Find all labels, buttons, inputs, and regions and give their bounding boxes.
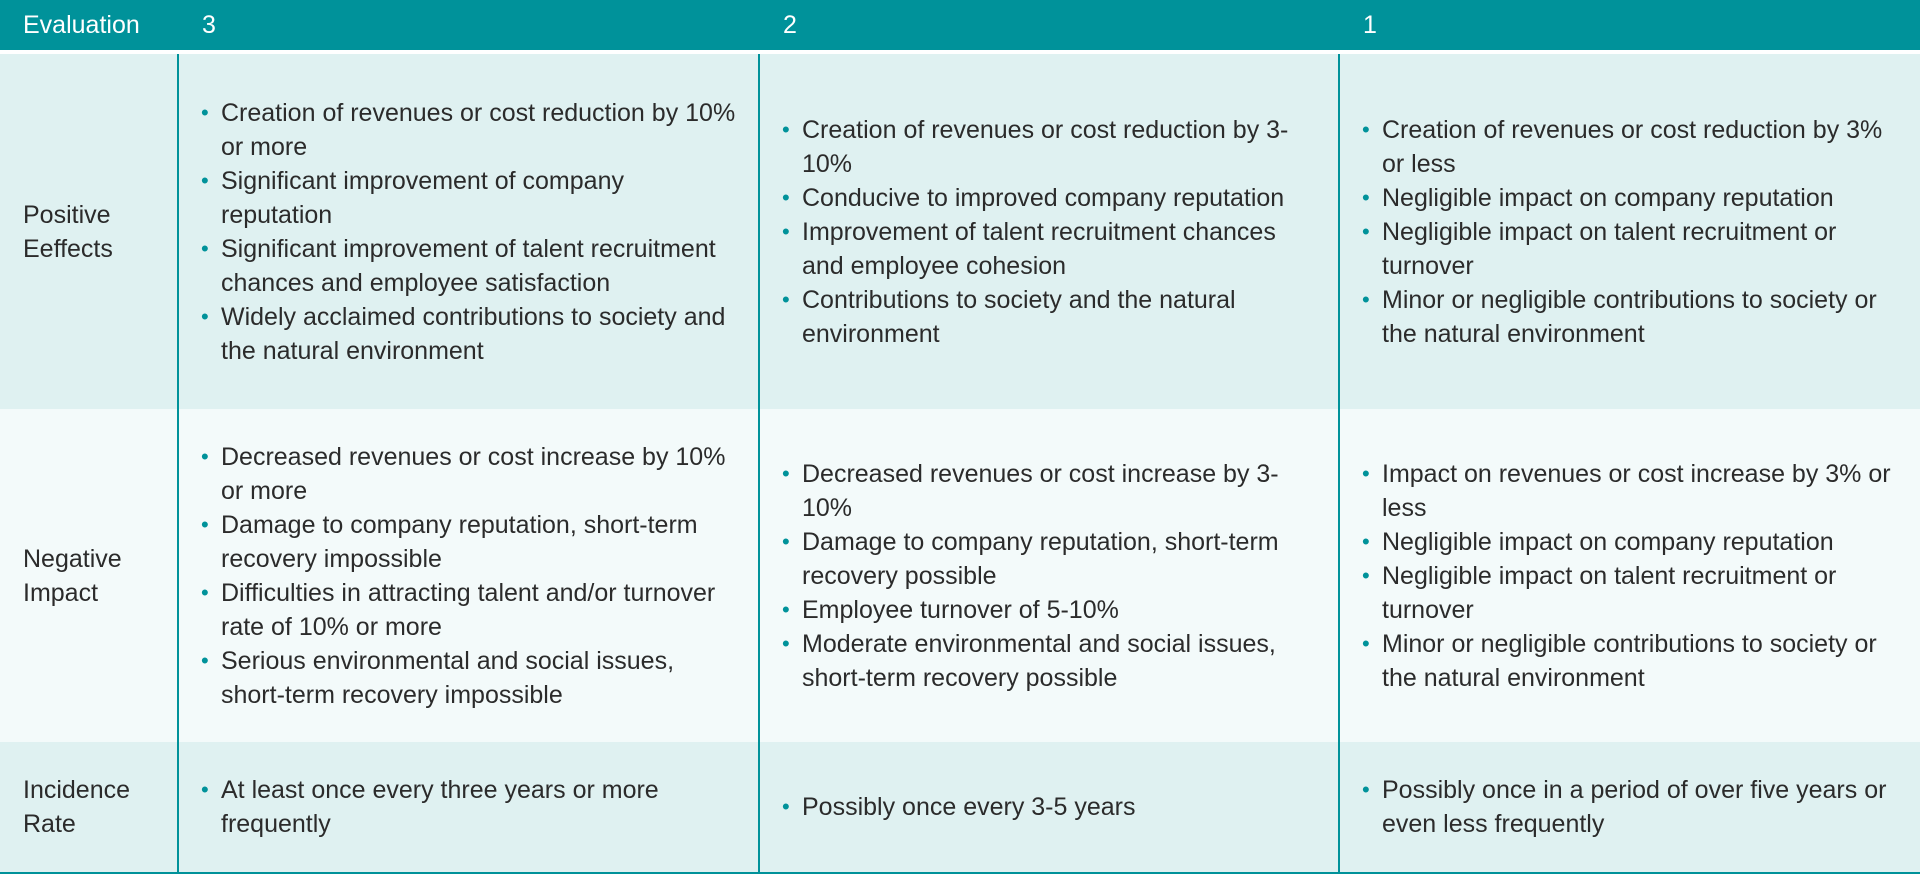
bullet-dot-icon: • — [201, 235, 209, 261]
table-header-row — [0, 0, 1920, 52]
list-item-text: Significant improvement of talent recruitment chances and employee satisfaction — [221, 234, 716, 297]
header-level-3: 3 — [178, 0, 759, 52]
list-item — [1360, 113, 1902, 181]
bullet-dot-icon: • — [1362, 777, 1370, 802]
list-item — [1360, 457, 1902, 525]
list-item — [1360, 215, 1902, 283]
list-item-text: Possibly once in a period of over five years or even less frequently — [1382, 776, 1887, 838]
list-item-text: Minor or negligible contributions to society or the natural environment — [1382, 285, 1877, 348]
list-item-text: Decreased revenues or cost increase by 10% or more — [221, 442, 726, 505]
bullet-dot-icon: • — [1362, 116, 1370, 142]
list-item — [199, 232, 740, 300]
list-item-text: Possibly once every 3-5 years — [802, 793, 1136, 821]
bullet-dot-icon: • — [782, 286, 790, 312]
list-item-text: Serious environmental and social issues, short-term recovery impossible — [221, 646, 675, 709]
table-row-negative-impact — [0, 409, 1920, 742]
list-item-text: Employee turnover of 5-10% — [802, 595, 1119, 624]
criteria-cell — [759, 409, 1339, 742]
bullet-dot-icon: • — [782, 528, 790, 554]
list-item — [780, 593, 1320, 627]
list-item — [199, 96, 740, 164]
list-item-text: At least once every three years or more frequently — [221, 776, 659, 838]
table-row-incidence-rate — [0, 742, 1920, 873]
list-item — [1360, 283, 1902, 351]
list-item-text: Impact on revenues or cost increase by 3% or less — [1382, 459, 1891, 522]
list-item-text: Creation of revenues or cost reduction by 10% or more — [221, 98, 736, 161]
row-label: Negative Impact — [0, 409, 178, 742]
list-item-text: Contributions to society and the natural environment — [802, 285, 1236, 348]
list-item — [780, 181, 1320, 215]
list-item — [780, 790, 1320, 824]
list-item-text: Negligible impact on talent recruitment or turnover — [1382, 217, 1837, 280]
list-item — [199, 508, 740, 576]
bullet-dot-icon: • — [201, 777, 209, 802]
table-row-positive-effects — [0, 52, 1920, 409]
list-item — [199, 440, 740, 508]
criteria-cell — [178, 742, 759, 873]
bullet-dot-icon: • — [1362, 528, 1370, 554]
bullet-dot-icon: • — [201, 303, 209, 329]
criteria-cell — [1339, 742, 1920, 873]
list-item-text: Negligible impact on talent recruitment or turnover — [1382, 561, 1837, 624]
list-item-text: Significant improvement of company reputation — [221, 166, 624, 229]
list-item — [199, 164, 740, 232]
list-item-text: Creation of revenues or cost reduction by 3-10% — [802, 115, 1289, 178]
criteria-cell — [759, 52, 1339, 409]
header-level-2: 2 — [759, 0, 1339, 52]
criteria-cell — [1339, 409, 1920, 742]
list-item-text: Damage to company reputation, short-term recovery impossible — [221, 510, 698, 573]
list-item — [780, 283, 1320, 351]
row-label: Incidence Rate — [0, 742, 178, 873]
bullet-list — [1360, 113, 1902, 351]
list-item — [199, 644, 740, 712]
bullet-dot-icon: • — [201, 579, 209, 605]
list-item-text: Moderate environmental and social issues, short-term recovery possible — [802, 629, 1276, 692]
list-item-text: Negligible impact on company reputation — [1382, 183, 1834, 212]
list-item — [1360, 773, 1902, 841]
list-item — [1360, 525, 1902, 559]
bullet-dot-icon: • — [782, 596, 790, 622]
bullet-list — [199, 440, 740, 712]
list-item-text: Creation of revenues or cost reduction by 3% or less — [1382, 115, 1883, 178]
criteria-cell — [1339, 52, 1920, 409]
bullet-dot-icon: • — [782, 184, 790, 210]
bullet-dot-icon: • — [1362, 218, 1370, 244]
criteria-cell — [178, 52, 759, 409]
list-item — [780, 525, 1320, 593]
bullet-list — [780, 113, 1320, 351]
bullet-dot-icon: • — [1362, 184, 1370, 210]
criteria-cell — [759, 742, 1339, 873]
list-item — [199, 300, 740, 368]
list-item-text: Negligible impact on company reputation — [1382, 527, 1834, 556]
bullet-dot-icon: • — [201, 443, 209, 469]
list-item — [780, 457, 1320, 525]
bullet-list — [1360, 457, 1902, 695]
bullet-list — [199, 773, 740, 841]
list-item-text: Decreased revenues or cost increase by 3-10% — [802, 459, 1279, 522]
bullet-dot-icon: • — [201, 511, 209, 537]
list-item-text: Conducive to improved company reputation — [802, 183, 1285, 212]
bullet-dot-icon: • — [1362, 460, 1370, 486]
list-item — [199, 773, 740, 841]
list-item — [780, 627, 1320, 695]
bullet-list — [780, 790, 1320, 824]
bullet-dot-icon: • — [201, 167, 209, 193]
list-item — [1360, 627, 1902, 695]
bullet-dot-icon: • — [782, 116, 790, 142]
header-level-1: 1 — [1339, 0, 1920, 52]
bullet-dot-icon: • — [782, 460, 790, 486]
bullet-list — [1360, 773, 1902, 841]
list-item — [1360, 181, 1902, 215]
header-evaluation: Evaluation — [0, 0, 178, 52]
bullet-list — [199, 96, 740, 368]
bullet-dot-icon: • — [1362, 286, 1370, 312]
bullet-dot-icon: • — [201, 647, 209, 673]
list-item — [199, 576, 740, 644]
list-item-text: Difficulties in attracting talent and/or turnover rate of 10% or more — [221, 578, 716, 641]
bullet-dot-icon: • — [782, 794, 790, 819]
bullet-dot-icon: • — [201, 99, 209, 125]
bullet-dot-icon: • — [782, 218, 790, 244]
list-item — [780, 113, 1320, 181]
bullet-dot-icon: • — [1362, 630, 1370, 656]
list-item — [780, 215, 1320, 283]
criteria-cell — [178, 409, 759, 742]
bullet-list — [780, 457, 1320, 695]
list-item-text: Improvement of talent recruitment chances and employee cohesion — [802, 217, 1276, 280]
bullet-dot-icon: • — [1362, 562, 1370, 588]
list-item-text: Widely acclaimed contributions to society and the natural environment — [221, 302, 726, 365]
row-label: Positive Eeffects — [0, 52, 178, 409]
list-item-text: Minor or negligible contributions to society or the natural environment — [1382, 629, 1877, 692]
bullet-dot-icon: • — [782, 630, 790, 656]
list-item — [1360, 559, 1902, 627]
list-item-text: Damage to company reputation, short-term recovery possible — [802, 527, 1279, 590]
